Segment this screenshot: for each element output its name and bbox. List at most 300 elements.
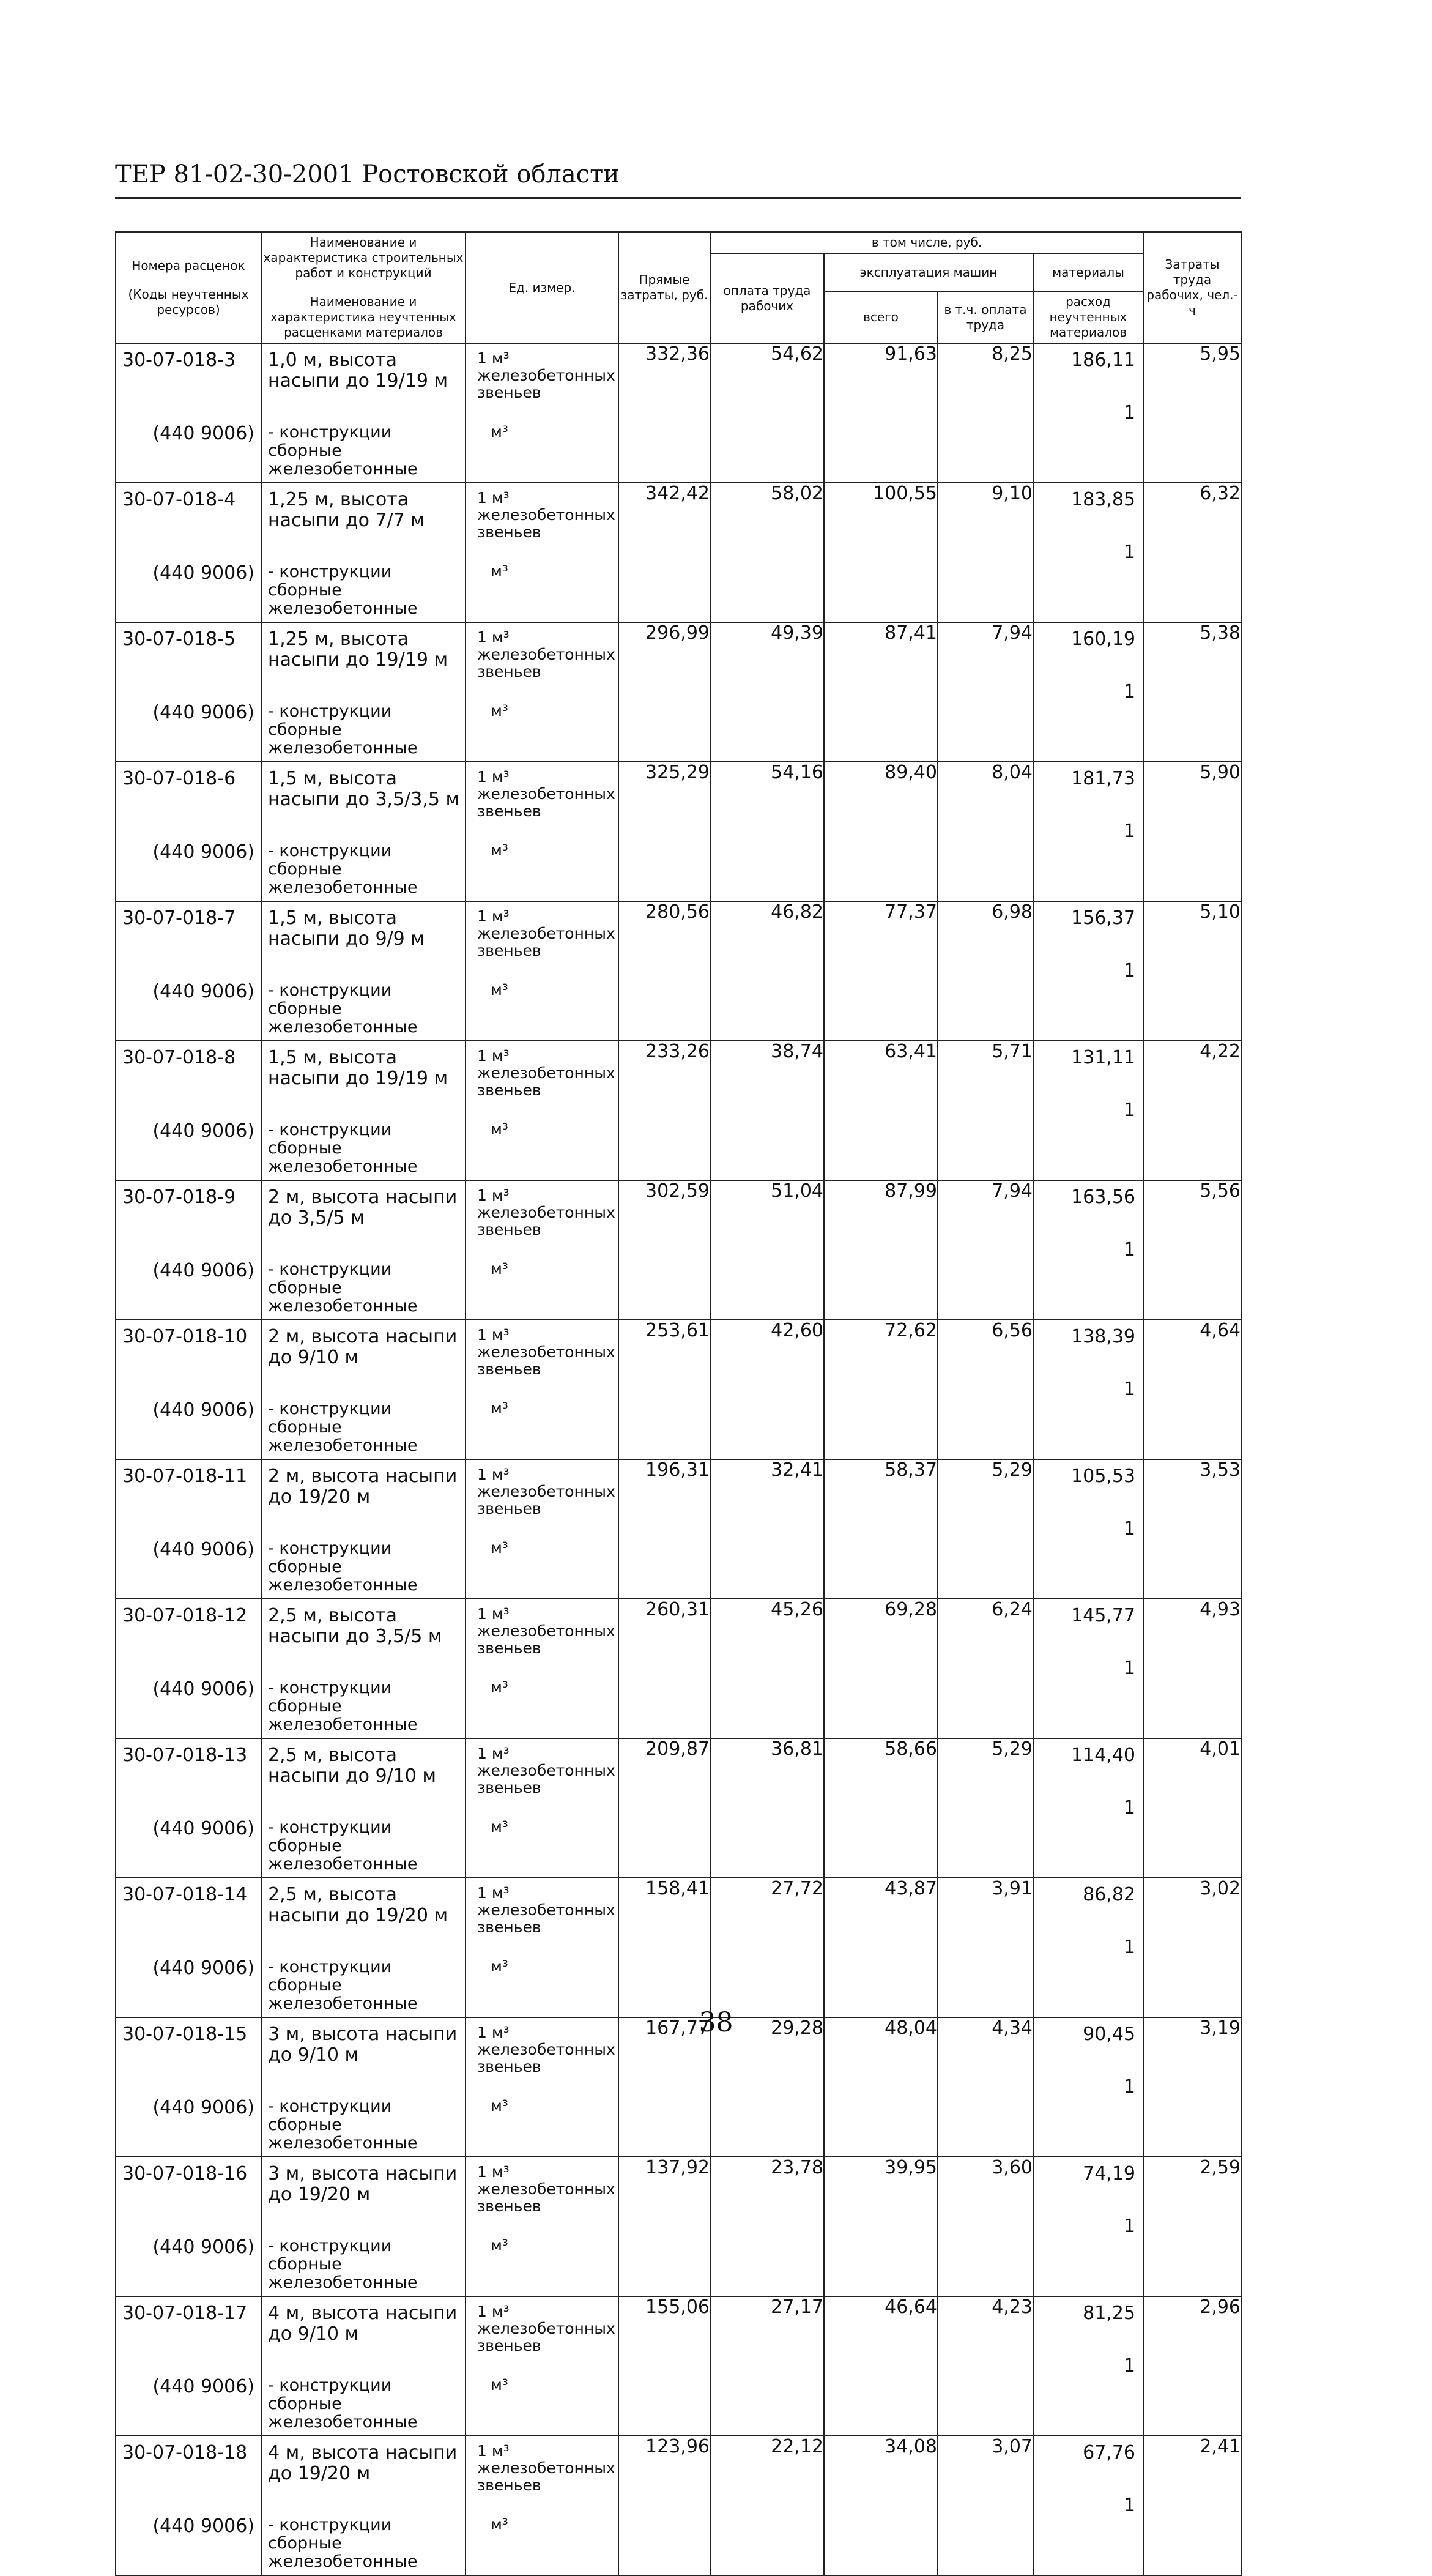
- material-unit: м³: [491, 2097, 508, 2115]
- name-cell: [261, 483, 466, 622]
- unit-cell: [466, 343, 618, 483]
- table-row: [116, 2017, 1241, 2157]
- resource-code: (440 9006): [152, 1120, 254, 1142]
- unit-text: 1 м³ железобетонных звеньев: [477, 2442, 615, 2494]
- direct-cost-cell: 332,36: [618, 343, 710, 483]
- unit-cell: [466, 762, 618, 901]
- code-cell: [116, 1599, 261, 1738]
- material-name: - конструкции сборные железобетонные: [268, 1399, 418, 1455]
- code-cell: [116, 1320, 261, 1459]
- code-cell: [116, 762, 261, 901]
- work-name: 2,5 м, высота насыпи до 3,5/5 м: [268, 1605, 442, 1647]
- work-name: 2,5 м, высота насыпи до 19/20 м: [268, 1884, 448, 1926]
- unit-cell: [466, 483, 618, 622]
- name-cell: [261, 2017, 466, 2157]
- materials-cost: 81,25: [1083, 2302, 1135, 2324]
- machines-total-cell: 72,62: [824, 1320, 938, 1459]
- table-row: [116, 2436, 1241, 2575]
- material-name: - конструкции сборные железобетонные: [268, 1957, 418, 2013]
- materials-cost: 74,19: [1083, 2163, 1135, 2184]
- materials-cost: 183,85: [1071, 489, 1135, 510]
- col-materials-header: материалы: [1033, 253, 1143, 291]
- materials-cell: [1033, 343, 1143, 483]
- code-cell: [116, 1878, 261, 2017]
- table-row: [116, 1320, 1241, 1459]
- material-name: - конструкции сборные железобетонные: [268, 2097, 418, 2153]
- labor-pay-cell: 54,16: [710, 762, 824, 901]
- material-name: - конструкции сборные железобетонные: [268, 841, 418, 897]
- material-unit: м³: [491, 1957, 508, 1975]
- machines-total-cell: 43,87: [824, 1878, 938, 2017]
- material-qty: 1: [1123, 681, 1135, 702]
- unit-cell: [466, 622, 618, 762]
- materials-cell: [1033, 483, 1143, 622]
- unit-cell: [466, 1320, 618, 1459]
- materials-cost: 186,11: [1071, 349, 1135, 371]
- table-row: [116, 762, 1241, 901]
- unit-text: 1 м³ железобетонных звеньев: [477, 2163, 615, 2215]
- material-name: - конструкции сборные железобетонные: [268, 562, 418, 618]
- materials-cell: [1033, 1041, 1143, 1180]
- machines-total-cell: 89,40: [824, 762, 938, 901]
- work-name: 4 м, высота насыпи до 9/10 м: [268, 2302, 458, 2345]
- direct-cost-cell: 209,87: [618, 1738, 710, 1878]
- unit-cell: [466, 2017, 618, 2157]
- labor-hours-cell: 4,22: [1143, 1041, 1241, 1180]
- resource-code: (440 9006): [152, 2097, 254, 2118]
- resource-code: (440 9006): [152, 1399, 254, 1421]
- direct-cost-cell: 280,56: [618, 901, 710, 1041]
- rate-code: 30-07-018-9: [122, 1186, 236, 1208]
- table-row: [116, 1738, 1241, 1878]
- material-qty: 1: [1123, 542, 1135, 563]
- code-cell: [116, 1041, 261, 1180]
- materials-cell: [1033, 1180, 1143, 1320]
- labor-pay-cell: 51,04: [710, 1180, 824, 1320]
- machines-labor-cell: 8,25: [938, 343, 1033, 483]
- unit-text: 1 м³ железобетонных звеньев: [477, 2023, 615, 2075]
- material-qty: 1: [1123, 2495, 1135, 2516]
- code-cell: [116, 622, 261, 762]
- materials-cost: 114,40: [1071, 1744, 1135, 1766]
- materials-cost: 181,73: [1071, 768, 1135, 789]
- unit-text: 1 м³ железобетонных звеньев: [477, 349, 615, 401]
- material-name: - конструкции сборные железобетонные: [268, 1818, 418, 1874]
- material-unit: м³: [491, 1260, 508, 1278]
- direct-cost-cell: 155,06: [618, 2296, 710, 2436]
- unit-cell: [466, 2436, 618, 2575]
- labor-pay-cell: 46,82: [710, 901, 824, 1041]
- labor-hours-cell: 6,32: [1143, 483, 1241, 622]
- work-name: 1,5 м, высота насыпи до 9/9 м: [268, 907, 425, 950]
- resource-code: (440 9006): [152, 1818, 254, 1839]
- materials-cell: [1033, 762, 1143, 901]
- labor-hours-cell: 4,64: [1143, 1320, 1241, 1459]
- machines-labor-cell: 6,98: [938, 901, 1033, 1041]
- machines-total-cell: 58,66: [824, 1738, 938, 1878]
- machines-total-cell: 100,55: [824, 483, 938, 622]
- machines-total-cell: 46,64: [824, 2296, 938, 2436]
- work-name: 1,5 м, высота насыпи до 3,5/3,5 м: [268, 768, 460, 810]
- rate-code: 30-07-018-7: [122, 907, 236, 929]
- labor-pay-cell: 45,26: [710, 1599, 824, 1738]
- resource-code: (440 9006): [152, 981, 254, 1002]
- resource-code: (440 9006): [152, 2376, 254, 2397]
- direct-cost-cell: 196,31: [618, 1459, 710, 1599]
- col-hours-header: Затраты труда рабочих, чел.-ч: [1143, 232, 1241, 343]
- machines-total-cell: 77,37: [824, 901, 938, 1041]
- name-cell: [261, 762, 466, 901]
- work-name: 2 м, высота насыпи до 3,5/5 м: [268, 1186, 458, 1229]
- materials-cost: 138,39: [1071, 1326, 1135, 1347]
- materials-cost: 160,19: [1071, 628, 1135, 650]
- material-unit: м³: [491, 2515, 508, 2533]
- work-name: 2,5 м, высота насыпи до 9/10 м: [268, 1744, 436, 1787]
- material-name: - конструкции сборные железобетонные: [268, 1260, 418, 1316]
- labor-pay-cell: 32,41: [710, 1459, 824, 1599]
- col-direct-header: Прямые затраты, руб.: [618, 232, 710, 343]
- machines-total-cell: 87,41: [824, 622, 938, 762]
- labor-pay-cell: 23,78: [710, 2157, 824, 2296]
- unit-cell: [466, 1738, 618, 1878]
- col-code-bottom: (Коды неучтенных ресурсов): [128, 286, 249, 317]
- material-unit: м³: [491, 2376, 508, 2394]
- material-unit: м³: [491, 1120, 508, 1138]
- unit-cell: [466, 1599, 618, 1738]
- machines-labor-cell: 5,71: [938, 1041, 1033, 1180]
- direct-cost-cell: 342,42: [618, 483, 710, 622]
- material-qty: 1: [1123, 821, 1135, 842]
- name-cell: [261, 622, 466, 762]
- rate-code: 30-07-018-3: [122, 349, 236, 371]
- code-cell: [116, 901, 261, 1041]
- machines-labor-cell: 4,34: [938, 2017, 1033, 2157]
- direct-cost-cell: 296,99: [618, 622, 710, 762]
- unit-cell: [466, 1878, 618, 2017]
- material-qty: 1: [1123, 960, 1135, 981]
- material-name: - конструкции сборные железобетонные: [268, 2236, 418, 2292]
- machines-labor-cell: 9,10: [938, 483, 1033, 622]
- labor-pay-cell: 27,72: [710, 1878, 824, 2017]
- labor-pay-cell: 54,62: [710, 343, 824, 483]
- col-machines-total-header: всего: [824, 291, 938, 343]
- unit-cell: [466, 1180, 618, 1320]
- direct-cost-cell: 253,61: [618, 1320, 710, 1459]
- labor-hours-cell: 5,56: [1143, 1180, 1241, 1320]
- material-name: - конструкции сборные железобетонные: [268, 702, 418, 758]
- resource-code: (440 9006): [152, 1678, 254, 1700]
- material-qty: 1: [1123, 1100, 1135, 1121]
- col-unit-header: Ед. измер.: [466, 232, 618, 343]
- labor-pay-cell: 22,12: [710, 2436, 824, 2575]
- col-name-header: [261, 232, 466, 343]
- work-name: 1,5 м, высота насыпи до 19/19 м: [268, 1047, 448, 1089]
- material-qty: 1: [1123, 2216, 1135, 2237]
- labor-pay-cell: 36,81: [710, 1738, 824, 1878]
- work-name: 4 м, высота насыпи до 19/20 м: [268, 2442, 458, 2484]
- work-name: 3 м, высота насыпи до 9/10 м: [268, 2023, 458, 2066]
- machines-labor-cell: 5,29: [938, 1459, 1033, 1599]
- unit-text: 1 м³ железобетонных звеньев: [477, 1744, 615, 1796]
- material-qty: 1: [1123, 1239, 1135, 1260]
- labor-hours-cell: 3,02: [1143, 1878, 1241, 2017]
- labor-pay-cell: 29,28: [710, 2017, 824, 2157]
- col-including-header: в том числе, руб.: [710, 232, 1143, 253]
- materials-cell: [1033, 2436, 1143, 2575]
- material-name: - конструкции сборные железобетонные: [268, 1678, 418, 1734]
- machines-total-cell: 69,28: [824, 1599, 938, 1738]
- labor-hours-cell: 4,93: [1143, 1599, 1241, 1738]
- direct-cost-cell: 167,77: [618, 2017, 710, 2157]
- col-labor-header: оплата труда рабочих: [710, 253, 824, 343]
- rate-code: 30-07-018-15: [122, 2023, 248, 2045]
- direct-cost-cell: 325,29: [618, 762, 710, 901]
- materials-cell: [1033, 1320, 1143, 1459]
- material-unit: м³: [491, 1399, 508, 1417]
- unit-text: 1 м³ железобетонных звеньев: [477, 1186, 615, 1238]
- material-name: - конструкции сборные железобетонные: [268, 423, 418, 478]
- unit-text: 1 м³ железобетонных звеньев: [477, 628, 615, 680]
- col-machines-header: эксплуатация машин: [824, 253, 1033, 291]
- unit-cell: [466, 2296, 618, 2436]
- machines-labor-cell: 7,94: [938, 1180, 1033, 1320]
- materials-cost: 156,37: [1071, 907, 1135, 929]
- unit-text: 1 м³ железобетонных звеньев: [477, 907, 615, 959]
- materials-cell: [1033, 1459, 1143, 1599]
- materials-cell: [1033, 622, 1143, 762]
- table-row: [116, 343, 1241, 483]
- rate-code: 30-07-018-10: [122, 1326, 248, 1347]
- labor-hours-cell: 5,90: [1143, 762, 1241, 901]
- materials-cost: 145,77: [1071, 1605, 1135, 1626]
- unit-cell: [466, 1041, 618, 1180]
- rate-code: 30-07-018-13: [122, 1744, 248, 1766]
- resource-code: (440 9006): [152, 1260, 254, 1281]
- unit-text: 1 м³ железобетонных звеньев: [477, 768, 615, 820]
- material-qty: 1: [1123, 1518, 1135, 1539]
- code-cell: [116, 483, 261, 622]
- labor-pay-cell: 27,17: [710, 2296, 824, 2436]
- work-name: 1,25 м, высота насыпи до 19/19 м: [268, 628, 448, 671]
- rate-code: 30-07-018-17: [122, 2302, 248, 2324]
- table-row: [116, 2157, 1241, 2296]
- page-number: 38: [699, 2007, 733, 2038]
- direct-cost-cell: 137,92: [618, 2157, 710, 2296]
- name-cell: [261, 2157, 466, 2296]
- col-code-top: Номера расценок: [132, 258, 245, 273]
- materials-cost: 131,11: [1071, 1047, 1135, 1068]
- name-cell: [261, 1599, 466, 1738]
- unit-cell: [466, 901, 618, 1041]
- unit-text: 1 м³ железобетонных звеньев: [477, 1465, 615, 1517]
- unit-text: 1 м³ железобетонных звеньев: [477, 489, 615, 541]
- document-title: ТЕР 81-02-30-2001 Ростовской области: [115, 160, 620, 188]
- name-cell: [261, 1459, 466, 1599]
- machines-labor-cell: 6,56: [938, 1320, 1033, 1459]
- machines-labor-cell: 3,91: [938, 1878, 1033, 2017]
- material-unit: м³: [491, 562, 508, 580]
- materials-cell: [1033, 901, 1143, 1041]
- rate-code: 30-07-018-4: [122, 489, 236, 510]
- rate-code: 30-07-018-5: [122, 628, 236, 650]
- machines-total-cell: 58,37: [824, 1459, 938, 1599]
- code-cell: [116, 1180, 261, 1320]
- material-unit: м³: [491, 423, 508, 441]
- material-qty: 1: [1123, 2076, 1135, 2098]
- machines-labor-cell: 3,07: [938, 2436, 1033, 2575]
- materials-cell: [1033, 2157, 1143, 2296]
- labor-hours-cell: 2,59: [1143, 2157, 1241, 2296]
- machines-labor-cell: 4,23: [938, 2296, 1033, 2436]
- material-qty: 1: [1123, 2355, 1135, 2377]
- work-name: 2 м, высота насыпи до 9/10 м: [268, 1326, 458, 1368]
- code-cell: [116, 2157, 261, 2296]
- machines-total-cell: 48,04: [824, 2017, 938, 2157]
- resource-code: (440 9006): [152, 841, 254, 863]
- code-cell: [116, 2017, 261, 2157]
- machines-total-cell: 34,08: [824, 2436, 938, 2575]
- materials-cell: [1033, 1738, 1143, 1878]
- material-unit: м³: [491, 1678, 508, 1696]
- material-qty: 1: [1123, 1379, 1135, 1400]
- code-cell: [116, 1738, 261, 1878]
- table-row: [116, 1180, 1241, 1320]
- direct-cost-cell: 233,26: [618, 1041, 710, 1180]
- materials-cost: 163,56: [1071, 1186, 1135, 1208]
- labor-hours-cell: 4,01: [1143, 1738, 1241, 1878]
- labor-hours-cell: 2,96: [1143, 2296, 1241, 2436]
- material-qty: 1: [1123, 1658, 1135, 1679]
- rate-code: 30-07-018-6: [122, 768, 236, 789]
- machines-total-cell: 91,63: [824, 343, 938, 483]
- col-machines-labor-header: в т.ч. оплата труда: [938, 291, 1033, 343]
- labor-hours-cell: 3,19: [1143, 2017, 1241, 2157]
- work-name: 3 м, высота насыпи до 19/20 м: [268, 2163, 458, 2205]
- materials-cell: [1033, 2017, 1143, 2157]
- labor-hours-cell: 5,10: [1143, 901, 1241, 1041]
- code-cell: [116, 2436, 261, 2575]
- code-cell: [116, 2296, 261, 2436]
- resource-code: (440 9006): [152, 702, 254, 723]
- col-name-top: Наименование и характеристика строительных работ и конструкций: [263, 235, 464, 280]
- rate-code: 30-07-018-14: [122, 1884, 248, 1905]
- rate-code: 30-07-018-16: [122, 2163, 248, 2184]
- materials-cell: [1033, 1599, 1143, 1738]
- material-qty: 1: [1123, 402, 1135, 423]
- materials-cost: 105,53: [1071, 1465, 1135, 1487]
- table-row: [116, 483, 1241, 622]
- materials-cell: [1033, 1878, 1143, 2017]
- unit-cell: [466, 1459, 618, 1599]
- table-row: [116, 2296, 1241, 2436]
- name-cell: [261, 1041, 466, 1180]
- material-unit: м³: [491, 1818, 508, 1836]
- code-cell: [116, 1459, 261, 1599]
- materials-cost: 67,76: [1083, 2442, 1135, 2463]
- labor-hours-cell: 5,38: [1143, 622, 1241, 762]
- header-rule: [115, 197, 1241, 199]
- unit-text: 1 м³ железобетонных звеньев: [477, 2302, 615, 2355]
- labor-pay-cell: 58,02: [710, 483, 824, 622]
- materials-cell: [1033, 2296, 1143, 2436]
- material-unit: м³: [491, 1539, 508, 1557]
- rate-code: 30-07-018-8: [122, 1047, 236, 1068]
- col-materials-qty-header: расход неучтенных материалов: [1033, 291, 1143, 343]
- name-cell: [261, 2296, 466, 2436]
- labor-hours-cell: 2,41: [1143, 2436, 1241, 2575]
- resource-code: (440 9006): [152, 423, 254, 444]
- rates-table: [115, 231, 1242, 2576]
- table-row: [116, 1878, 1241, 2017]
- table-row: [116, 622, 1241, 762]
- machines-labor-cell: 5,29: [938, 1738, 1033, 1878]
- work-name: 2 м, высота насыпи до 19/20 м: [268, 1465, 458, 1508]
- name-cell: [261, 901, 466, 1041]
- machines-total-cell: 87,99: [824, 1180, 938, 1320]
- material-name: - конструкции сборные железобетонные: [268, 1120, 418, 1176]
- unit-text: 1 м³ железобетонных звеньев: [477, 1047, 615, 1099]
- unit-cell: [466, 2157, 618, 2296]
- rate-code: 30-07-018-11: [122, 1465, 248, 1487]
- material-unit: м³: [491, 2236, 508, 2254]
- rate-code: 30-07-018-12: [122, 1605, 248, 1626]
- material-qty: 1: [1123, 1797, 1135, 1818]
- work-name: 1,0 м, высота насыпи до 19/19 м: [268, 349, 448, 392]
- materials-cost: 86,82: [1083, 1884, 1135, 1905]
- table-row: [116, 1041, 1241, 1180]
- labor-pay-cell: 38,74: [710, 1041, 824, 1180]
- col-code-header: [116, 232, 261, 343]
- name-cell: [261, 2436, 466, 2575]
- material-name: - конструкции сборные железобетонные: [268, 1539, 418, 1595]
- material-qty: 1: [1123, 1937, 1135, 1958]
- resource-code: (440 9006): [152, 2236, 254, 2258]
- material-unit: м³: [491, 702, 508, 720]
- materials-cost: 90,45: [1083, 2023, 1135, 2045]
- name-cell: [261, 1320, 466, 1459]
- rates-body: [116, 343, 1241, 2575]
- col-name-bottom: Наименование и характеристика неучтенных расценками материалов: [270, 294, 456, 340]
- table-row: [116, 901, 1241, 1041]
- resource-code: (440 9006): [152, 1539, 254, 1560]
- direct-cost-cell: 123,96: [618, 2436, 710, 2575]
- machines-labor-cell: 6,24: [938, 1599, 1033, 1738]
- name-cell: [261, 1878, 466, 2017]
- labor-hours-cell: 3,53: [1143, 1459, 1241, 1599]
- rate-code: 30-07-018-18: [122, 2442, 248, 2463]
- work-name: 1,25 м, высота насыпи до 7/7 м: [268, 489, 425, 531]
- labor-pay-cell: 42,60: [710, 1320, 824, 1459]
- name-cell: [261, 343, 466, 483]
- machines-labor-cell: 7,94: [938, 622, 1033, 762]
- machines-labor-cell: 8,04: [938, 762, 1033, 901]
- name-cell: [261, 1180, 466, 1320]
- unit-text: 1 м³ железобетонных звеньев: [477, 1884, 615, 1936]
- direct-cost-cell: 260,31: [618, 1599, 710, 1738]
- name-cell: [261, 1738, 466, 1878]
- unit-text: 1 м³ железобетонных звеньев: [477, 1605, 615, 1657]
- table-row: [116, 1459, 1241, 1599]
- material-name: - конструкции сборные железобетонные: [268, 2515, 418, 2571]
- direct-cost-cell: 302,59: [618, 1180, 710, 1320]
- code-cell: [116, 343, 261, 483]
- machines-total-cell: 39,95: [824, 2157, 938, 2296]
- resource-code: (440 9006): [152, 1957, 254, 1979]
- material-name: - конструкции сборные железобетонные: [268, 981, 418, 1037]
- unit-text: 1 м³ железобетонных звеньев: [477, 1326, 615, 1378]
- table-row: [116, 1599, 1241, 1738]
- resource-code: (440 9006): [152, 2515, 254, 2537]
